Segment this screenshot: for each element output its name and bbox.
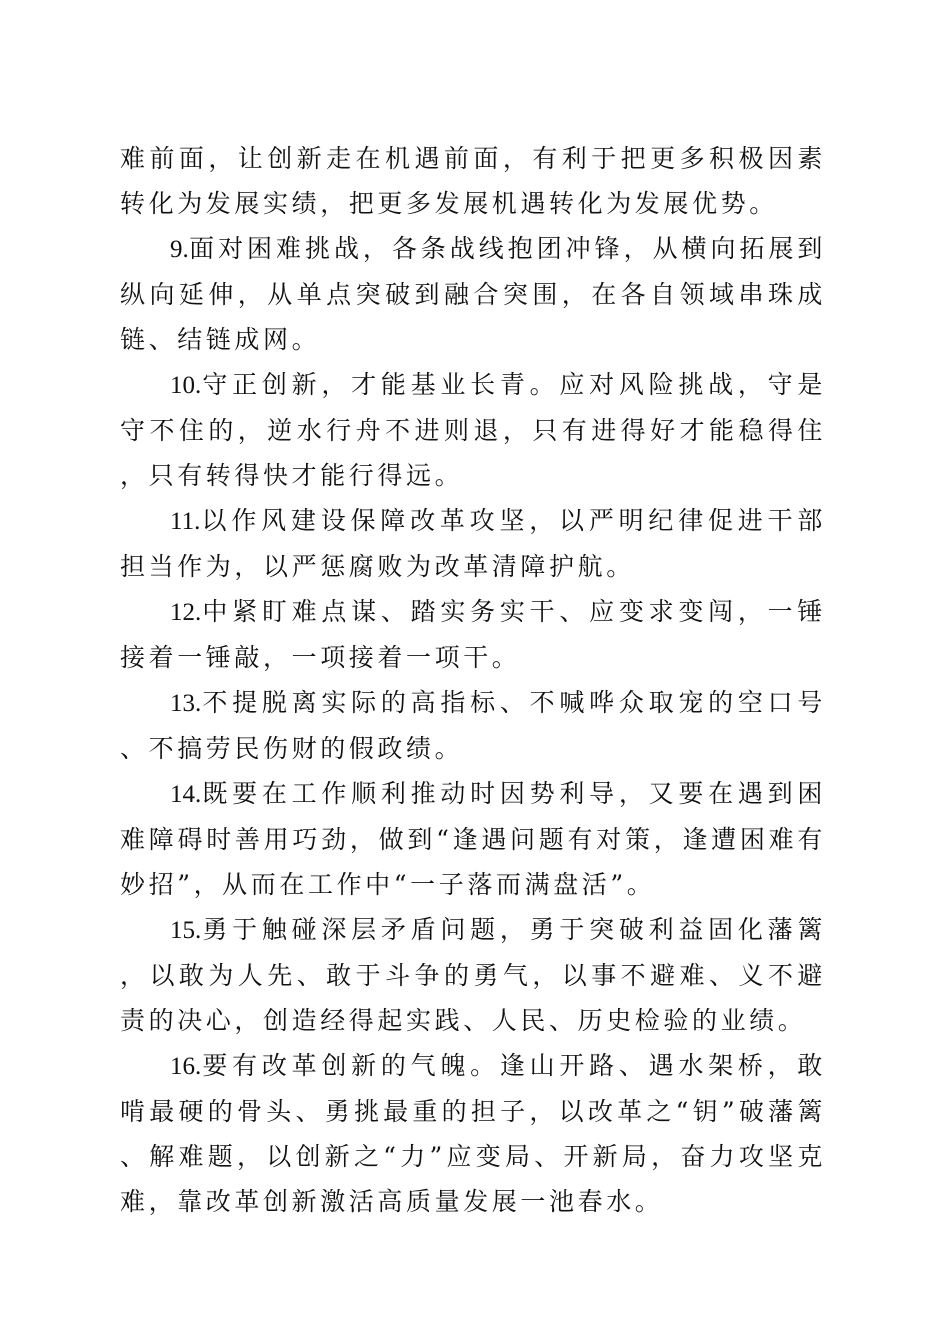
item-number: 9. [170,236,189,263]
paragraph-text: 守正创新，才能基业长青。应对风险挑战，守是守不住的，逆水行舟不进则退，只有进得好才能稳得住，只有转得快才能行得远。 [120,370,826,490]
paragraph-item-12 [120,589,826,680]
paragraph-item-15 [120,907,826,1043]
paragraph-text: 以作风建设保障改革攻坚，以严明纪律促进干部担当作为，以严惩腐败为改革清障护航。 [120,506,826,581]
paragraph-text: 中紧盯难点谋、踏实务实干、应变求变闯，一锤接着一锤敲，一项接着一项干。 [120,597,826,672]
paragraph-text: 面对困难挑战，各条战线抱团冲锋，从横向拓展到纵向延伸，从单点突破到融合突围，在各自领域串珠成链、结链成网。 [120,234,826,354]
item-number: 10. [170,372,202,399]
item-number: 16. [170,1053,202,1080]
paragraph-item-16 [120,1043,826,1224]
paragraph-text: 难前面，让创新走在机遇前面，有利于把更多积极因素转化为发展实绩，把更多发展机遇转化为发展优势。 [120,144,826,218]
item-number: 15. [170,917,202,944]
paragraph-text: 既要在工作顺利推动时因势利导，又要在遇到困难障碍时善用巧劲，做到“逢遇问题有对策，逢遭困难有妙招”，从而在工作中“一子落而满盘活”。 [120,779,826,899]
paragraph-text: 不提脱离实际的高指标、不喊哗众取宠的空口号、不搞劳民伤财的假政绩。 [120,688,826,763]
item-number: 14. [170,781,202,808]
document-body [120,136,826,1224]
item-number: 12. [170,599,202,626]
item-number: 11. [170,508,201,535]
paragraph-item-11 [120,498,826,589]
paragraph-text: 要有改革创新的气魄。逢山开路、遇水架桥，敢啃最硬的骨头、勇挑最重的担子，以改革之“钥”破藩篱、解难题，以创新之“力”应变局、开新局，奋力攻坚克难，靠改革创新激活高质量发展一池春水。 [120,1051,826,1216]
paragraph-item-13 [120,680,826,771]
paragraph-item-10 [120,362,826,498]
paragraph-item-9 [120,226,826,362]
paragraph-text: 勇于触碰深层矛盾问题，勇于突破利益固化藩篱，以敢为人先、敢于斗争的勇气，以事不避难、义不避责的决心，创造经得起实践、人民、历史检验的业绩。 [120,915,826,1035]
item-number: 13. [170,690,202,717]
paragraph-item-14 [120,771,826,907]
paragraph-continued [120,136,826,226]
